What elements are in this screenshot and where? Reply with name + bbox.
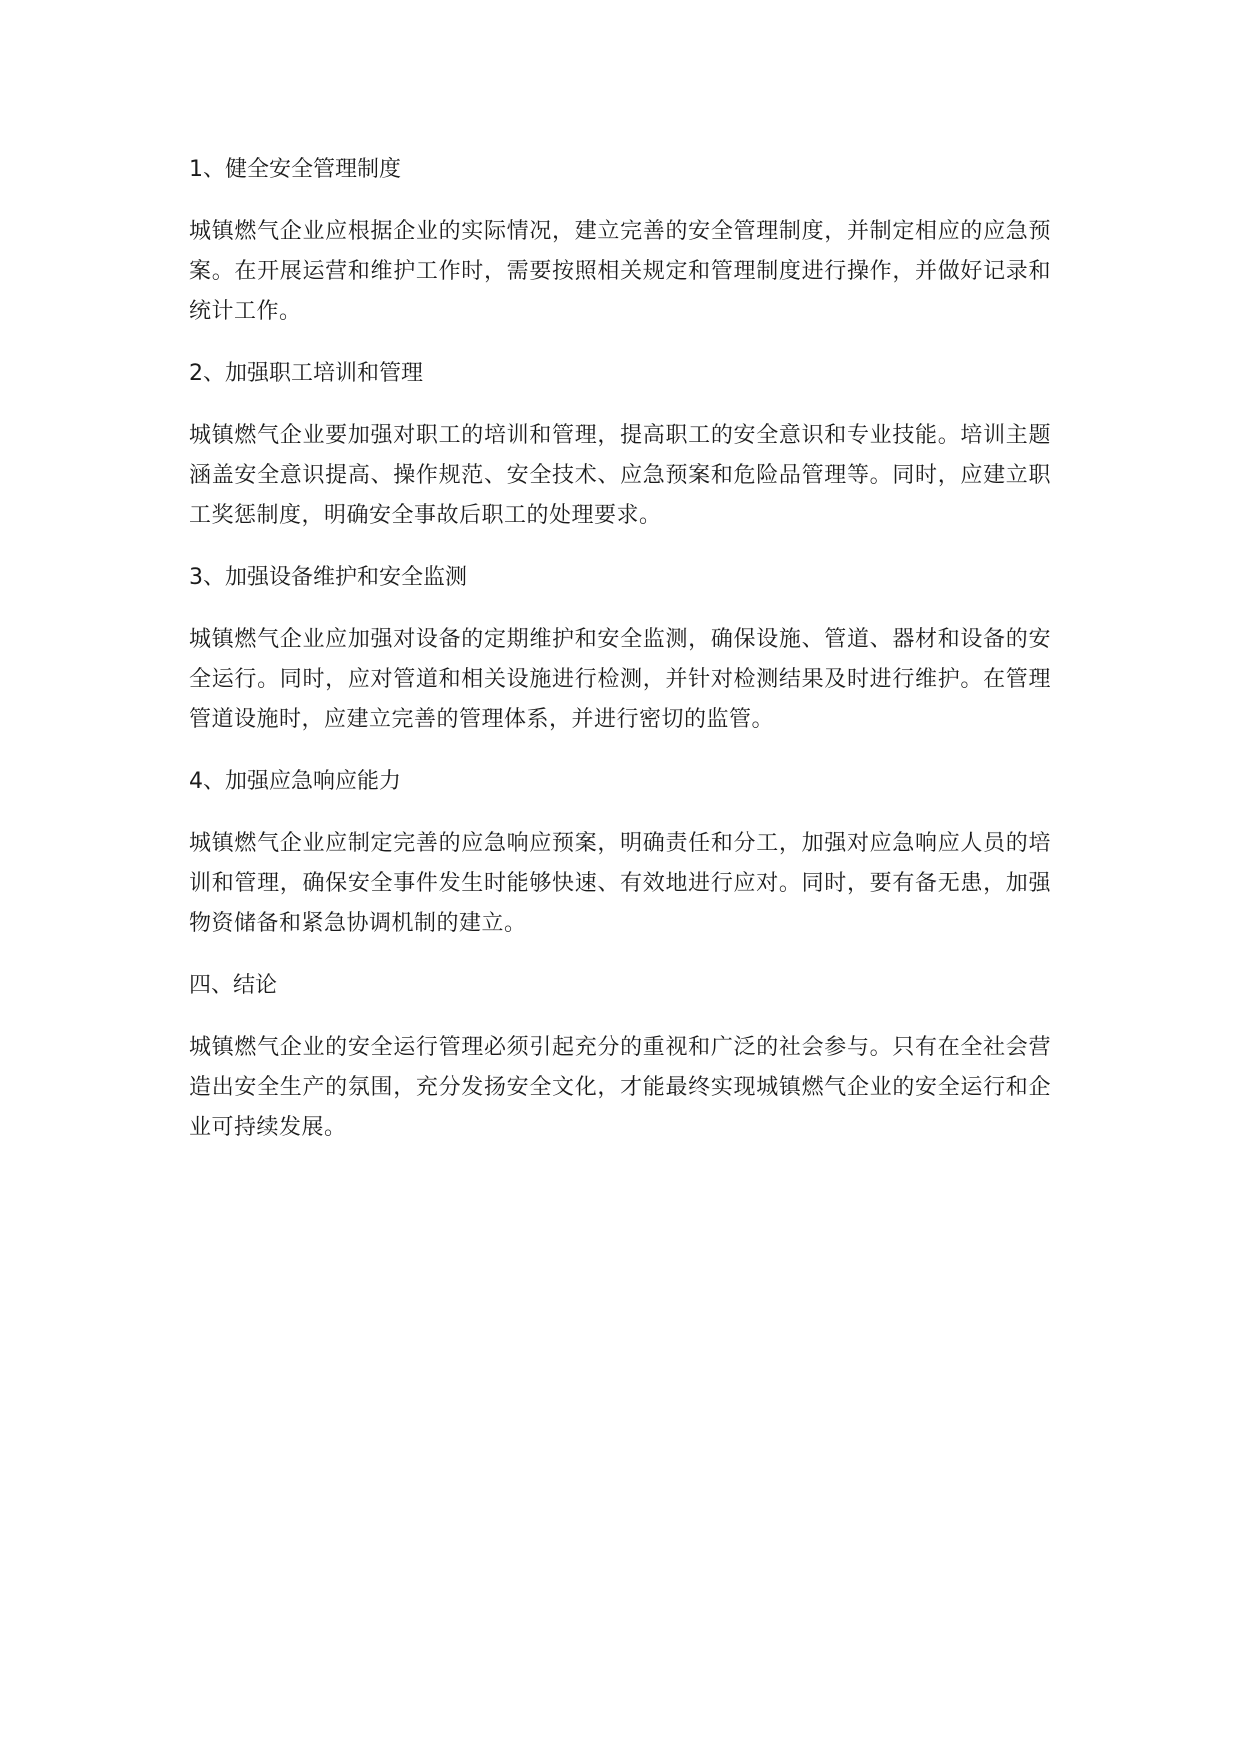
section-heading: 3、加强设备维护和安全监测 [189, 565, 467, 590]
section-conclusion [189, 966, 1051, 1148]
section-paragraph: 城镇燃气企业应加强对设备的定期维护和安全监测，确保设施、管道、器材和设备的安全运行。同时，应对管道和相关设施进行检测，并针对检测结果及时进行维护。在管理管道设施时，应建立完善的管理体系，并进行密切的监管。 [189, 627, 1051, 732]
section-4 [189, 762, 1051, 944]
document-body [189, 150, 1051, 1170]
section-heading: 2、加强职工培训和管理 [189, 361, 423, 386]
section-3 [189, 558, 1051, 740]
section-2 [189, 354, 1051, 536]
section-heading: 1、健全安全管理制度 [189, 157, 401, 182]
section-paragraph: 城镇燃气企业应制定完善的应急响应预案，明确责任和分工，加强对应急响应人员的培训和管理，确保安全事件发生时能够快速、有效地进行应对。同时，要有备无患，加强物资储备和紧急协调机制的建立。 [189, 831, 1051, 936]
section-paragraph: 城镇燃气企业的安全运行管理必须引起充分的重视和广泛的社会参与。只有在全社会营造出安全生产的氛围，充分发扬安全文化，才能最终实现城镇燃气企业的安全运行和企业可持续发展。 [189, 1035, 1051, 1140]
section-heading: 四、结论 [189, 973, 278, 998]
section-paragraph: 城镇燃气企业应根据企业的实际情况，建立完善的安全管理制度，并制定相应的应急预案。在开展运营和维护工作时，需要按照相关规定和管理制度进行操作，并做好记录和统计工作。 [189, 219, 1051, 324]
section-paragraph: 城镇燃气企业要加强对职工的培训和管理，提高职工的安全意识和专业技能。培训主题涵盖安全意识提高、操作规范、安全技术、应急预案和危险品管理等。同时，应建立职工奖惩制度，明确安全事故后职工的处理要求。 [189, 423, 1051, 528]
section-heading: 4、加强应急响应能力 [189, 769, 401, 794]
section-1 [189, 150, 1051, 332]
